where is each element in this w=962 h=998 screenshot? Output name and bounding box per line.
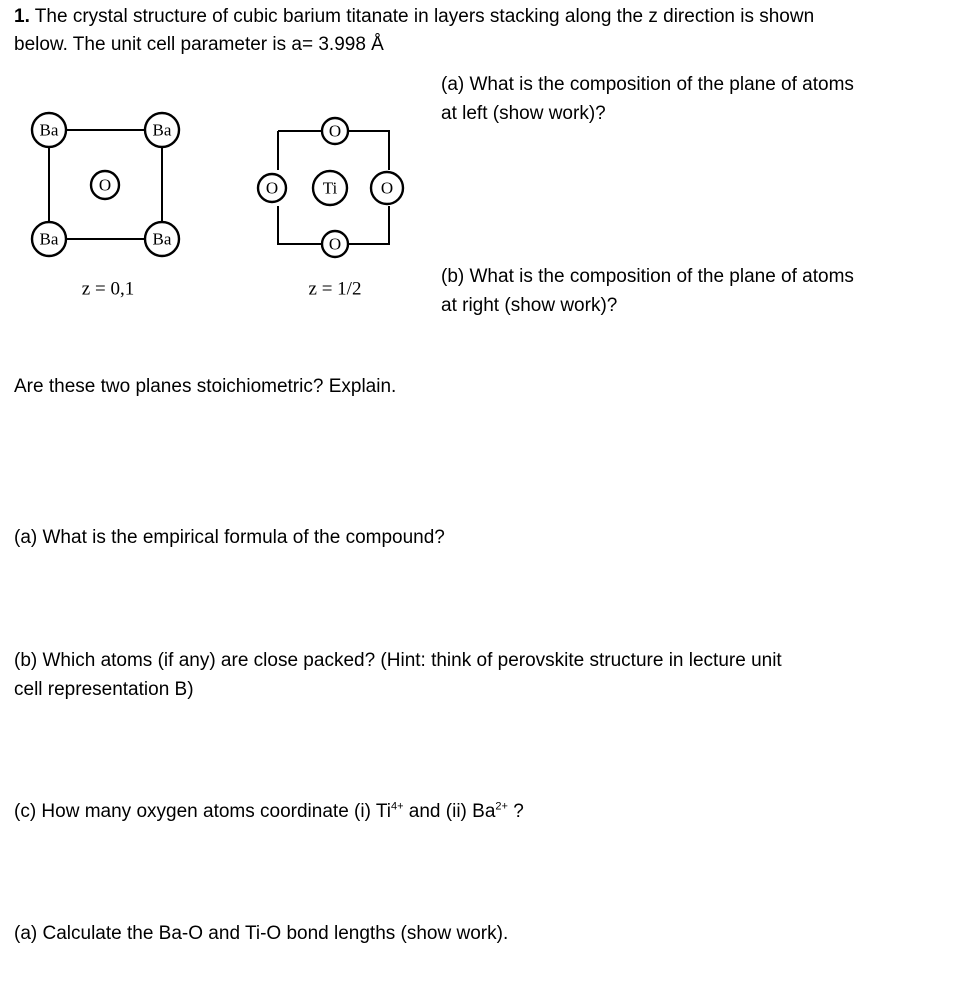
- svg-text:Ba: Ba: [152, 120, 172, 140]
- svg-text:Ba: Ba: [152, 229, 172, 249]
- question-b-composition-line2: at right (show work)?: [441, 295, 618, 316]
- ba-atom-top-left: [32, 113, 66, 147]
- svg-text:O: O: [328, 121, 342, 141]
- question-a-composition-line1: (a) What is the composition of the plane of atoms: [441, 74, 854, 95]
- question-close-packed-line1: (b) Which atoms (if any) are close packed? (Hint: think of perovskite structure in lecture unit: [14, 650, 782, 671]
- svg-text:O: O: [98, 175, 112, 195]
- question-empirical-formula: (a) What is the empirical formula of the compound?: [14, 527, 445, 548]
- svg-text:O: O: [328, 234, 342, 254]
- o-atom-center: [91, 171, 119, 199]
- svg-text:Ba: Ba: [39, 229, 59, 249]
- question-bond-lengths: (a) Calculate the Ba-O and Ti-O bond lengths (show work).: [14, 923, 509, 944]
- plane-label-left: z = 0,1: [81, 278, 135, 300]
- ti-charge: 4+: [390, 800, 404, 813]
- svg-text:Ba: Ba: [39, 120, 59, 140]
- ti-atom-center: [313, 171, 347, 205]
- diagram-plane-z0: [20, 105, 220, 305]
- ba-atom-top-right: [145, 113, 179, 147]
- coordination-text-prefix: (c) How many oxygen atoms coordinate (i) Ti: [14, 801, 391, 822]
- question-stoichiometric: Are these two planes stoichiometric? Explain.: [14, 376, 397, 397]
- coordination-text-middle: and (ii) Ba: [403, 801, 496, 822]
- diagram-plane-z-half: [245, 105, 425, 305]
- question-a-composition-line2: at left (show work)?: [441, 103, 606, 124]
- svg-text:Ti: Ti: [322, 178, 338, 198]
- ba-atom-bottom-right: [145, 222, 179, 256]
- coordination-text-suffix: ?: [507, 801, 524, 822]
- question-b-composition-line1: (b) What is the composition of the plane of atoms: [441, 266, 854, 287]
- o-atom-left: [258, 174, 286, 202]
- question-close-packed-line2: cell representation B): [14, 679, 194, 700]
- o-atom-right: [371, 172, 403, 204]
- ba-atom-bottom-left: [32, 222, 66, 256]
- plane-label-right: z = 1/2: [308, 278, 362, 300]
- problem-intro-line1: [14, 2, 814, 31]
- problem-intro-text: The crystal structure of cubic barium titanate in layers stacking along the z direction is shown: [34, 6, 815, 27]
- ba-charge: 2+: [495, 800, 508, 813]
- svg-text:O: O: [380, 178, 394, 198]
- problem-intro-line2: below. The unit cell parameter is a= 3.998 Å: [14, 34, 384, 55]
- o-atom-bottom: [322, 231, 348, 257]
- svg-text:O: O: [265, 178, 279, 198]
- question-coordination: [14, 797, 524, 826]
- o-atom-top: [322, 118, 348, 144]
- problem-number: 1.: [14, 6, 30, 27]
